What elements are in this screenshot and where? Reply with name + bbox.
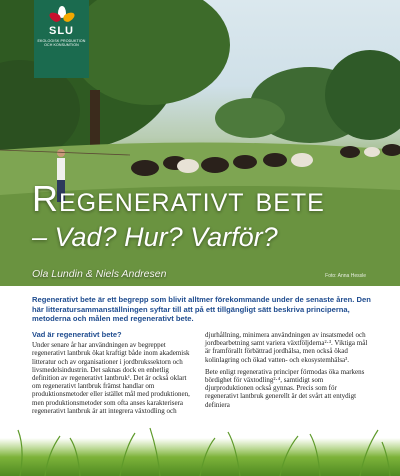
authors: Ola Lundin & Niels Andresen [32, 268, 167, 280]
column-left [32, 331, 195, 419]
grass-footer-image [0, 408, 400, 476]
section-heading: Vad är regenerativt bete? [32, 330, 122, 339]
intro-paragraph: Regenerativt bete är ett begrepp som blivit alltmer förekommande under de senaste åren. Den här litteratursammanställningen syftar till att på ett tillgängligt sätt beskriva principerna, metoderna och målen med regenerativt bete. [32, 295, 371, 324]
slu-leaf-icon [51, 6, 73, 24]
logo-unit: EKOLOGISK PRODUKTION OCH KONSUMTION [37, 39, 86, 48]
logo-name: SLU [49, 25, 74, 37]
body-paragraph: Under senare år har användningen av begreppet regenerativt lantbruk ökat kraftigt både inom akademisk litteratur och av organisationer i jordbrukssektorn och livsmedelsindustrin. Det saknas dock en enhetlig definition av regenerativt lantbruk¹. Det är också oklart om regenerativt lantbruk främst handlar om produktionsmetoder eller istället mål med produktionen, men produktionsmetoder som ofta anses karakterisera regenerativt lantbruk är att integrera växtodling och [32, 341, 190, 415]
body-paragraph: Bete enligt regenerativa principer förmodas öka markens bördighet för växtodling²·⁴, samtidigt som djurproduktionen också gynnas. Precis som för regenerativt lantbruk generellt är det svårt att entydigt definiera [205, 367, 365, 409]
photo-credit: Foto: Anna Hessle [325, 273, 366, 279]
title-line1: Regenerativt bete [32, 178, 325, 219]
column-right [205, 331, 368, 413]
body-paragraph: djurhållning, minimera användningen av insatsmedel och jordbearbetning samt variera växtföljderna²·³. Viktiga mål är framförallt förbättrad jordhälsa, men också ökad kolinlagring och ökad vatten- och ekosystemhälsa³. [205, 331, 368, 364]
slu-logo [34, 0, 89, 78]
title-line2: – Vad? Hur? Varför? [32, 222, 278, 252]
